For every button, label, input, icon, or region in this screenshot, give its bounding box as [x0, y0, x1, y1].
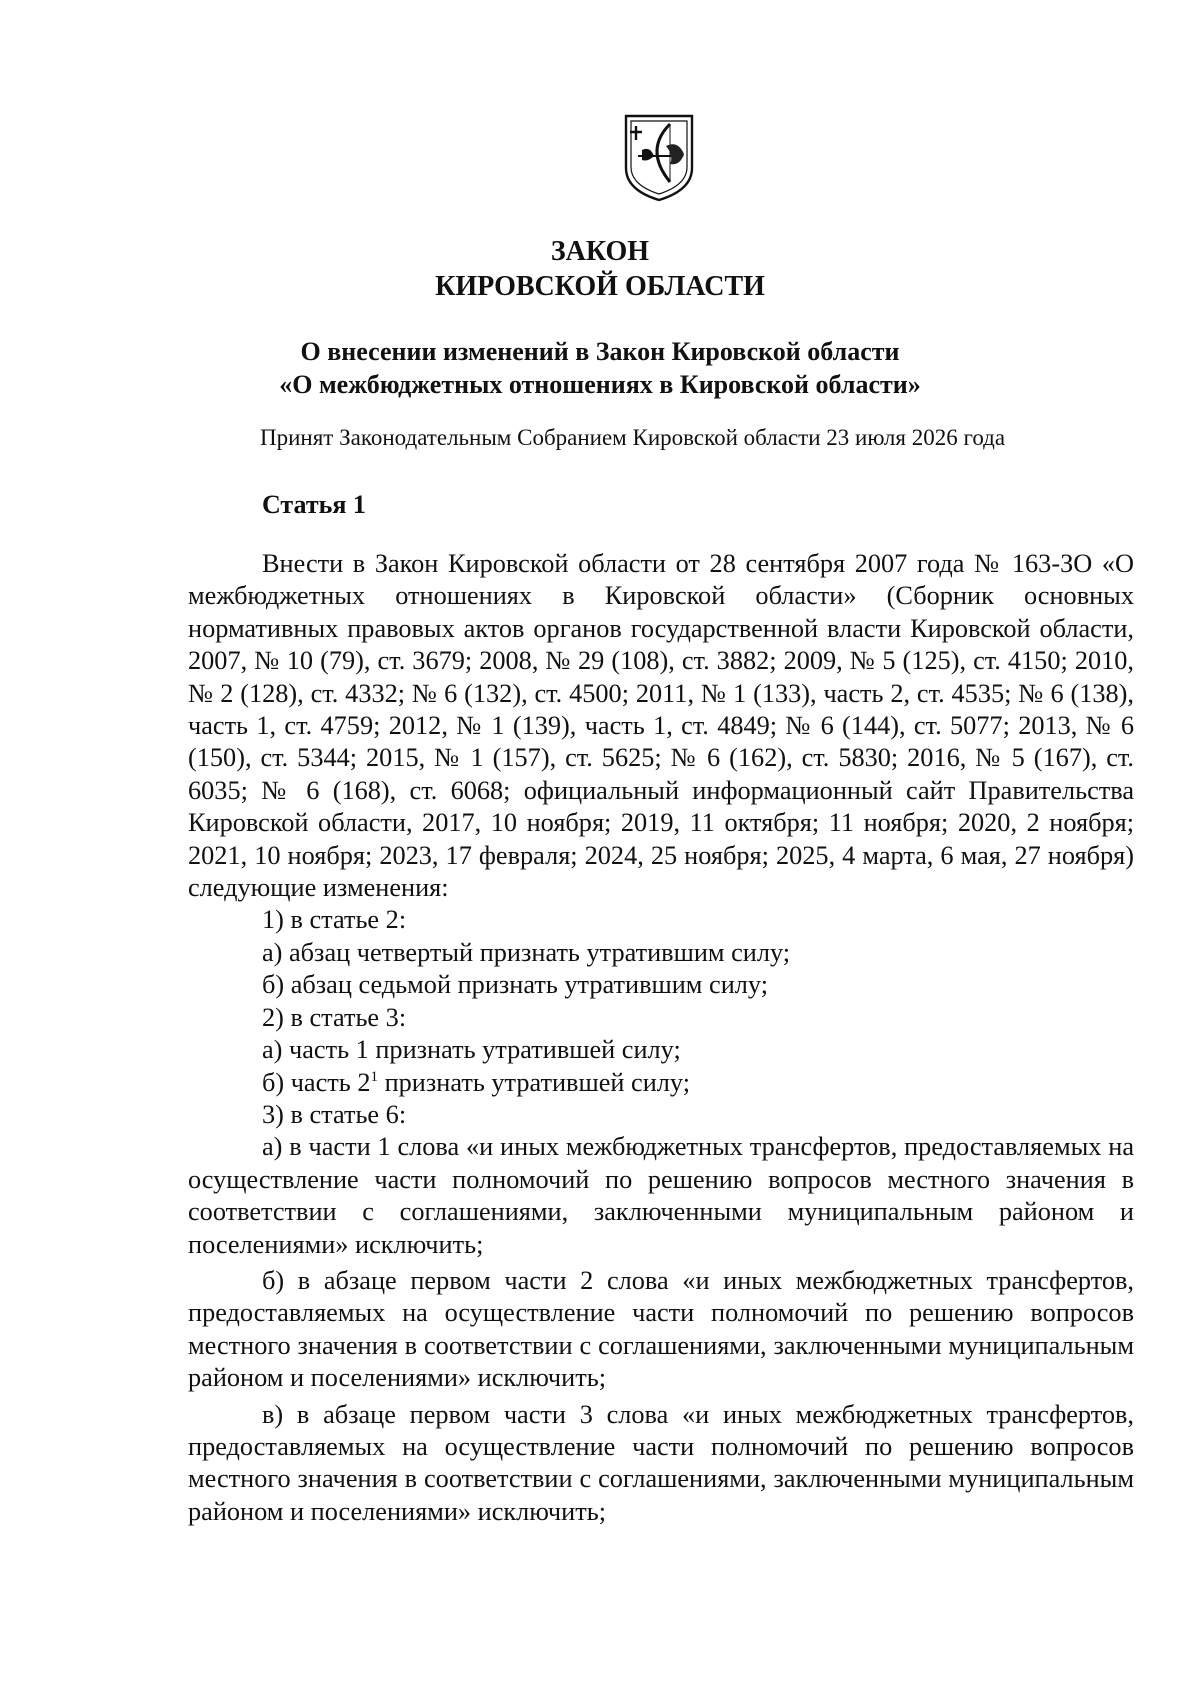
- item-text: признать утратившей силу;: [378, 1067, 691, 1097]
- law-heading: [0, 234, 1200, 304]
- intro-paragraph: Внести в Закон Кировской области от 28 сентября 2007 года № 163-ЗО «О межбюджетных отношениях в Кировской области» (Сборник основных нормативных правовых актов органов государственной власти Кировской области, 2007, № 10 (79), ст. 3679; 2008, № 29 (108), ст. 3882; 2009, № 5 (125), ст. 4150; 2010, № 2 (128), ст. 4332; № 6 (132), ст. 4500; 2011, № 1 (133), часть 2, ст. 4535; № 6 (138), часть 1, ст. 4759; 2012, № 1 (139), часть 1, ст. 4849; № 6 (144), ст. 5077; 2013, № 6 (150), ст. 5344; 2015, № 1 (157), ст. 5625; № 6 (162), ст. 5830; 2016, № 5 (167), ст. 6035; № 6 (168), ст. 6068; официальный информационный сайт Правительства Кировской области, 2017, 10 ноября; 2019, 11 октября; 11 ноября; 2020, 2 ноября; 2021, 10 ноября; 2023, 17 февраля; 2024, 25 ноября; 2025, 4 марта, 6 мая, 27 ноября) следующие изменения:: [188, 549, 1134, 903]
- list-item: б) абзац седьмой признать утратившим силу;: [262, 970, 768, 1000]
- list-item: 2) в статье 3:: [262, 1002, 407, 1032]
- list-item: б) в абзаце первом части 2 слова «и иных межбюджетных трансфертов, предоставляемых на осуществление части полномочий по решению вопросов местного значения в соответствии с соглашениями, заключенными муниципальным районом и поселениями» исключить;: [188, 1265, 1134, 1393]
- list-item: а) часть 1 признать утратившей силу;: [262, 1035, 681, 1065]
- kirov-oblast-coat-of-arms-icon: [622, 110, 696, 204]
- subject-title-line1: О внесении изменений в Закон Кировской области: [300, 337, 900, 366]
- list-item: а) в части 1 слова «и иных межбюджетных трансфертов, предоставляемых на осуществление части полномочий по решению вопросов местного значения в соответствии с соглашениями, заключенными муниципальным районом и поселениями» исключить;: [188, 1132, 1134, 1259]
- list-item: 3) в статье 6:: [262, 1099, 407, 1129]
- list-item: в) в абзаце первом части 3 слова «и иных межбюджетных трансфертов, предоставляемых на осуществление части полномочий по решению вопросов местного значения в соответствии с соглашениями, заключенными муниципальным районом и поселениями» исключить;: [188, 1399, 1134, 1526]
- article-body: [188, 548, 1134, 1528]
- list-item: 1) в статье 2:: [262, 905, 407, 935]
- adoption-line: Принят Законодательным Собранием Кировской области 23 июля 2026 года: [260, 425, 1006, 450]
- law-word: ЗАКОН: [550, 236, 650, 267]
- article-heading: Статья 1: [262, 490, 366, 519]
- item-text: б) часть 2: [262, 1067, 371, 1097]
- subject-title-line2: «О межбюджетных отношениях в Кировской области»: [279, 370, 921, 399]
- region-name: КИРОВСКОЙ ОБЛАСТИ: [435, 271, 765, 302]
- list-item: [188, 1067, 1134, 1099]
- superscript: 1: [370, 1068, 378, 1085]
- list-item: а) абзац четвертый признать утратившим силу;: [262, 937, 791, 967]
- law-subject-title: [0, 335, 1200, 401]
